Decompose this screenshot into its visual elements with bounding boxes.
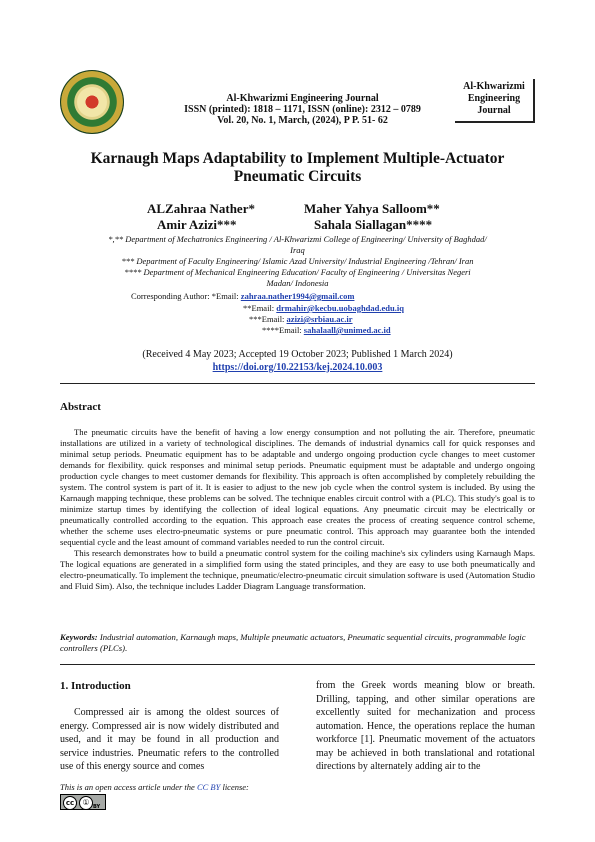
intro-heading: 1. Introduction <box>60 680 131 692</box>
journal-box-line: Al-Khwarizmi <box>463 81 525 92</box>
affiliation-1 <box>60 234 535 256</box>
abstract-paragraph: This research demonstrates how to build a pneumatic control system for the coiling machine's six cylinders using Karnaugh Maps. The logical equations are generated in a simplified form using the stated principles, and they are easy to use both pneumatically and electro-pneumatically. To implement the technique, pneumatic/electro-pneumatic circuit simulation software is used (Automation Studio and Fluid Sim). Also, the technique includes Ladder Diagram Language transformation. <box>60 548 535 591</box>
intro-right-column: from the Greek words meaning blow or breath. Drilling, tapping, and other similar operations are excellently suited for mechanization and process automation. Hence, the operations replace the human workforce [1]. Pneumatic movement of the actuators may be achieved in both translational and rotational directions by alternately adding air to the <box>316 680 535 772</box>
cc-by-link[interactable]: CC BY <box>196 782 221 792</box>
abstract-paragraph: The pneumatic circuits have the benefit of having a low energy consumption and not polluting the air. Therefore, pneumatic installations are utilized in a variety of technological disciplines. The demands of industrial dynamics call for quick responses and minimal setup periods. Pneumatic equipment has to be adaptable and undergo ongoing production cycle changes to meet customer demands for flexibility. quick responses and minimal setup periods. Pneumatic equipment must be adaptable and undergo ongoing production cycle changes to meet customer demands for flexibility. This approach is often accomplished by completely rebuilding the system. The control system is part of it. It is easier to adjust to the new job cycle when the control system is included. By using the Karnaugh mapping technique, these problems can be solved. The technique enables circuit control with a (PLC). This study's goal is to minimize startup times by identifying the collection of ideal logical equations. Any pneumatic circuit may be electrically or pneumatically controlled according to the equation. This approach ease creates the process of creating sequence control scheme, whether the scheme uses electro-pneumatic systems or pure pneumatic control. This approach may guarantee both the intended sequential cycle and the least amount of command variables needed to run the control circuit. <box>60 427 535 547</box>
corresponding-line-3 <box>249 314 353 325</box>
email-label: Corresponding Author: *Email: <box>131 291 241 301</box>
cc-icon: cc <box>63 796 77 810</box>
affiliation-line: *,** Department of Mechatronics Engineering / Al-Khwarizmi College of Engineering/ University of Baghdad/ <box>108 234 487 244</box>
journal-issn: ISSN (printed): 1818 – 1171, ISSN (online): 2312 – 0789 <box>184 104 421 115</box>
author-2: Maher Yahya Salloom** <box>304 201 440 216</box>
email-link[interactable]: drmahir@kecbu.uobaghdad.edu.iq <box>276 303 404 313</box>
keywords-label: Keywords: <box>60 632 98 642</box>
divider <box>60 383 535 384</box>
author-3: Amir Azizi*** <box>157 217 237 232</box>
email-label: ****Email: <box>262 325 304 335</box>
affiliation-line: Madan/ Indonesia <box>266 278 329 288</box>
affiliation-2: *** Department of Faculty Engineering/ Islamic Azad University/ Industrial Engineering /Tehran/ Iran <box>121 256 474 266</box>
corresponding-line-1 <box>131 291 354 302</box>
open-access-note <box>60 782 249 792</box>
email-label: ***Email: <box>249 314 287 324</box>
cc-by-license-badge[interactable] <box>60 794 106 810</box>
title-line: Pneumatic Circuits <box>233 168 362 185</box>
affiliation-3 <box>60 267 535 289</box>
journal-logo <box>60 70 124 134</box>
by-label: BY <box>93 804 101 810</box>
corresponding-line-2 <box>243 303 404 314</box>
journal-box-line: Engineering <box>467 93 521 104</box>
email-link[interactable]: zahraa.nather1994@gmail.com <box>240 291 355 301</box>
paper-title <box>60 150 535 186</box>
journal-volume: Vol. 20, No. 1, March, (2024), P P. 51- 62 <box>217 115 388 126</box>
doi <box>60 362 535 374</box>
keywords <box>60 632 535 654</box>
doi-link[interactable]: https://doi.org/10.22153/kej.2024.10.003 <box>212 362 383 373</box>
intro-left-column: Compressed air is among the oldest sources of energy. Compressed air is now widely distributed and used, and it may be found in all production and service industries. Pneumatic refers to the controlled use of this energy source and comes <box>60 707 279 772</box>
person-icon: ① <box>79 796 93 810</box>
journal-header <box>170 93 435 126</box>
journal-name: Al-Khwarizmi Engineering Journal <box>226 93 379 104</box>
keywords-text: Industrial automation, Karnaugh maps, Multiple pneumatic actuators, Pneumatic sequential circuits, programmable logic controllers (PLCs). <box>60 632 526 653</box>
journal-box-line: Journal <box>477 105 511 116</box>
abstract-heading: Abstract <box>60 401 101 413</box>
affiliation-line: **** Department of Mechanical Engineering Education/ Faculty of Engineering / Universitas Negeri <box>124 267 471 277</box>
email-link[interactable]: sahalaall@unimed.ac.id <box>303 325 391 335</box>
received-dates: (Received 4 May 2023; Accepted 19 October 2023; Published 1 March 2024) <box>142 349 453 360</box>
oa-suffix: license: <box>220 782 249 792</box>
abstract-body <box>60 427 535 592</box>
affiliation-line: Iraq <box>290 245 305 255</box>
email-link[interactable]: azizi@srbiau.ac.ir <box>286 314 353 324</box>
oa-prefix: This is an open access article under the <box>60 782 197 792</box>
title-line: Karnaugh Maps Adaptability to Implement Multiple-Actuator <box>90 150 505 167</box>
divider <box>60 664 535 665</box>
email-label: **Email: <box>243 303 277 313</box>
author-1: ALZahraa Nather* <box>147 201 255 216</box>
author-4: Sahala Siallagan**** <box>314 217 433 232</box>
corresponding-line-4 <box>262 325 391 336</box>
journal-box <box>455 79 535 123</box>
